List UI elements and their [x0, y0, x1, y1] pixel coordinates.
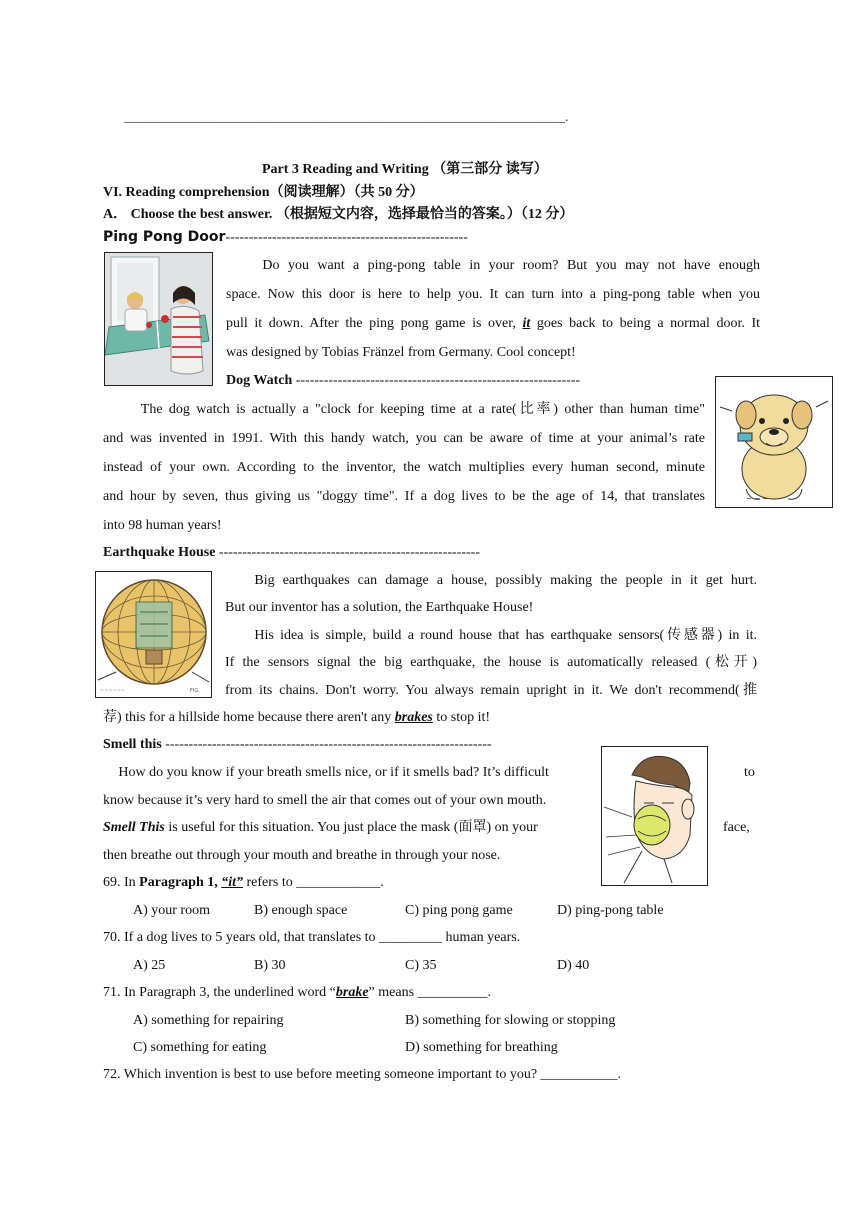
p3-line-6: 荐) this for a hillside home because there aren't any brakes to stop it! [103, 710, 491, 725]
p4-line-1-end: to [744, 765, 755, 780]
p1-line-4: was designed by Tobias Fränzel from Germany. Cool concept! [226, 345, 576, 360]
p2-dashes: ------------------------------------------------------------- [292, 373, 581, 388]
p2-title: Dog Watch [226, 373, 293, 388]
q70-option-c[interactable]: C) 35 [405, 958, 437, 973]
p2-line-3: instead of your own. According to the inventor, the watch multiplies every human second, minute [103, 460, 705, 475]
q69-option-a[interactable]: A) your room [133, 903, 210, 918]
p3-line-4: If the sensors signal the big earthquake, the house is automatically released (松开) [225, 655, 757, 670]
section-a-heading: A． Choose the best answer. （根据短文内容，选择最恰当的答案。）（12 分） [103, 207, 574, 222]
p3-title: Earthquake House [103, 545, 216, 560]
q70-option-d[interactable]: D) 40 [557, 958, 590, 973]
p4-line-3-end: face, [723, 820, 750, 835]
p1-dashes: ---------------------------------------------------- [225, 230, 468, 245]
q69-option-d[interactable]: D) ping-pong table [557, 903, 664, 918]
q71-option-d[interactable]: D) something for breathing [405, 1040, 558, 1055]
dog-watch-drawing [715, 376, 833, 508]
p4-line-1: How do you know if your breath smells nice, or if it smells bad? It’s difficult [118, 765, 549, 780]
section-vi-heading: VI. Reading comprehension（阅读理解）（共 50 分） [103, 185, 424, 200]
q71-option-b[interactable]: B) something for slowing or stopping [405, 1013, 616, 1028]
ping-pong-door-photo [104, 252, 213, 386]
p2-line-1: The dog watch is actually a "clock for keeping time at a rate(比率) other than human time" [140, 402, 705, 417]
p3-line-3: His idea is simple, build a round house that has earthquake sensors(传感器) in it. [254, 628, 757, 643]
p4-title: Smell this [103, 737, 162, 752]
p4-keyword-smell-this: Smell This [103, 820, 165, 835]
p4-line-4: then breathe out through your mouth and breathe in through your nose. [103, 848, 501, 863]
svg-text:~ ~ ~: ~ ~ ~ [746, 495, 769, 503]
p4-dashes: ---------------------------------------------------------------------- [161, 737, 492, 752]
svg-text:FIG.: FIG. [190, 688, 200, 694]
answer-line: _______________________________________________________________. [124, 110, 569, 125]
p1-title: Ping Pong Door [103, 229, 226, 245]
p3-keyword-brakes: brakes [394, 710, 433, 725]
q70-option-a[interactable]: A) 25 [133, 958, 166, 973]
p2-line-5: into 98 human years! [103, 518, 222, 533]
p4-line-2: know because it’s very hard to smell the air that comes out of your own mouth. [103, 793, 547, 808]
p1-title-row [103, 229, 468, 246]
question-72: 72. Which invention is best to use before meeting someone important to you? ___________. [103, 1067, 622, 1082]
question-69: 69. In Paragraph 1, “it” refers to ____________. [103, 875, 384, 890]
q70-option-b[interactable]: B) 30 [254, 958, 286, 973]
p2-line-4: and hour by seven, thus giving us "doggy time". If a dog lives to be the age of 14, that translates [103, 489, 705, 504]
p1-line-2: space. Now this door is here to help you. It can turn into a ping-pong table when you [226, 287, 760, 302]
q71-option-c[interactable]: C) something for eating [133, 1040, 267, 1055]
p2-title-row [226, 373, 580, 389]
p4-title-row [103, 737, 492, 753]
q69-quoted-it: “it” [221, 875, 244, 890]
q71-option-a[interactable]: A) something for repairing [133, 1013, 284, 1028]
p3-title-row [103, 545, 480, 561]
p1-line-1: Do you want a ping-pong table in your room? But you may not have enough [262, 258, 760, 273]
q71-word-brake: brake [335, 985, 369, 1000]
q69-option-b[interactable]: B) enough space [254, 903, 348, 918]
p4-line-3: Smell This is useful for this situation. You just place the mask (面罩) on your [103, 820, 538, 835]
question-70: 70. If a dog lives to 5 years old, that translates to _________ human years. [103, 930, 521, 945]
p3-line-2: But our inventor has a solution, the Earthquake House! [225, 600, 534, 615]
p3-line-5: from its chains. Don't worry. You always remain upright in it. We don't recommend(推 [225, 683, 757, 698]
p1-line-3: pull it down. After the ping pong game is over, it goes back to being a normal door. It [226, 316, 760, 331]
part-header: Part 3 Reading and Writing （第三部分 读写） [262, 162, 548, 177]
p2-line-2: and was invented in 1991. With this handy watch, you can be aware of time at your animal’s rate [103, 431, 705, 446]
svg-text:~~~~~~: ~~~~~~ [100, 688, 126, 694]
question-71: 71. In Paragraph 3, the underlined word “brake” means __________. [103, 985, 492, 1000]
p3-dashes: -------------------------------------------------------- [215, 545, 480, 560]
earthquake-house-drawing [95, 571, 212, 698]
p3-line-1: Big earthquakes can damage a house, possibly making the people in it get hurt. [254, 573, 757, 588]
p1-keyword-it: it [522, 316, 531, 331]
q69-option-c[interactable]: C) ping pong game [405, 903, 513, 918]
